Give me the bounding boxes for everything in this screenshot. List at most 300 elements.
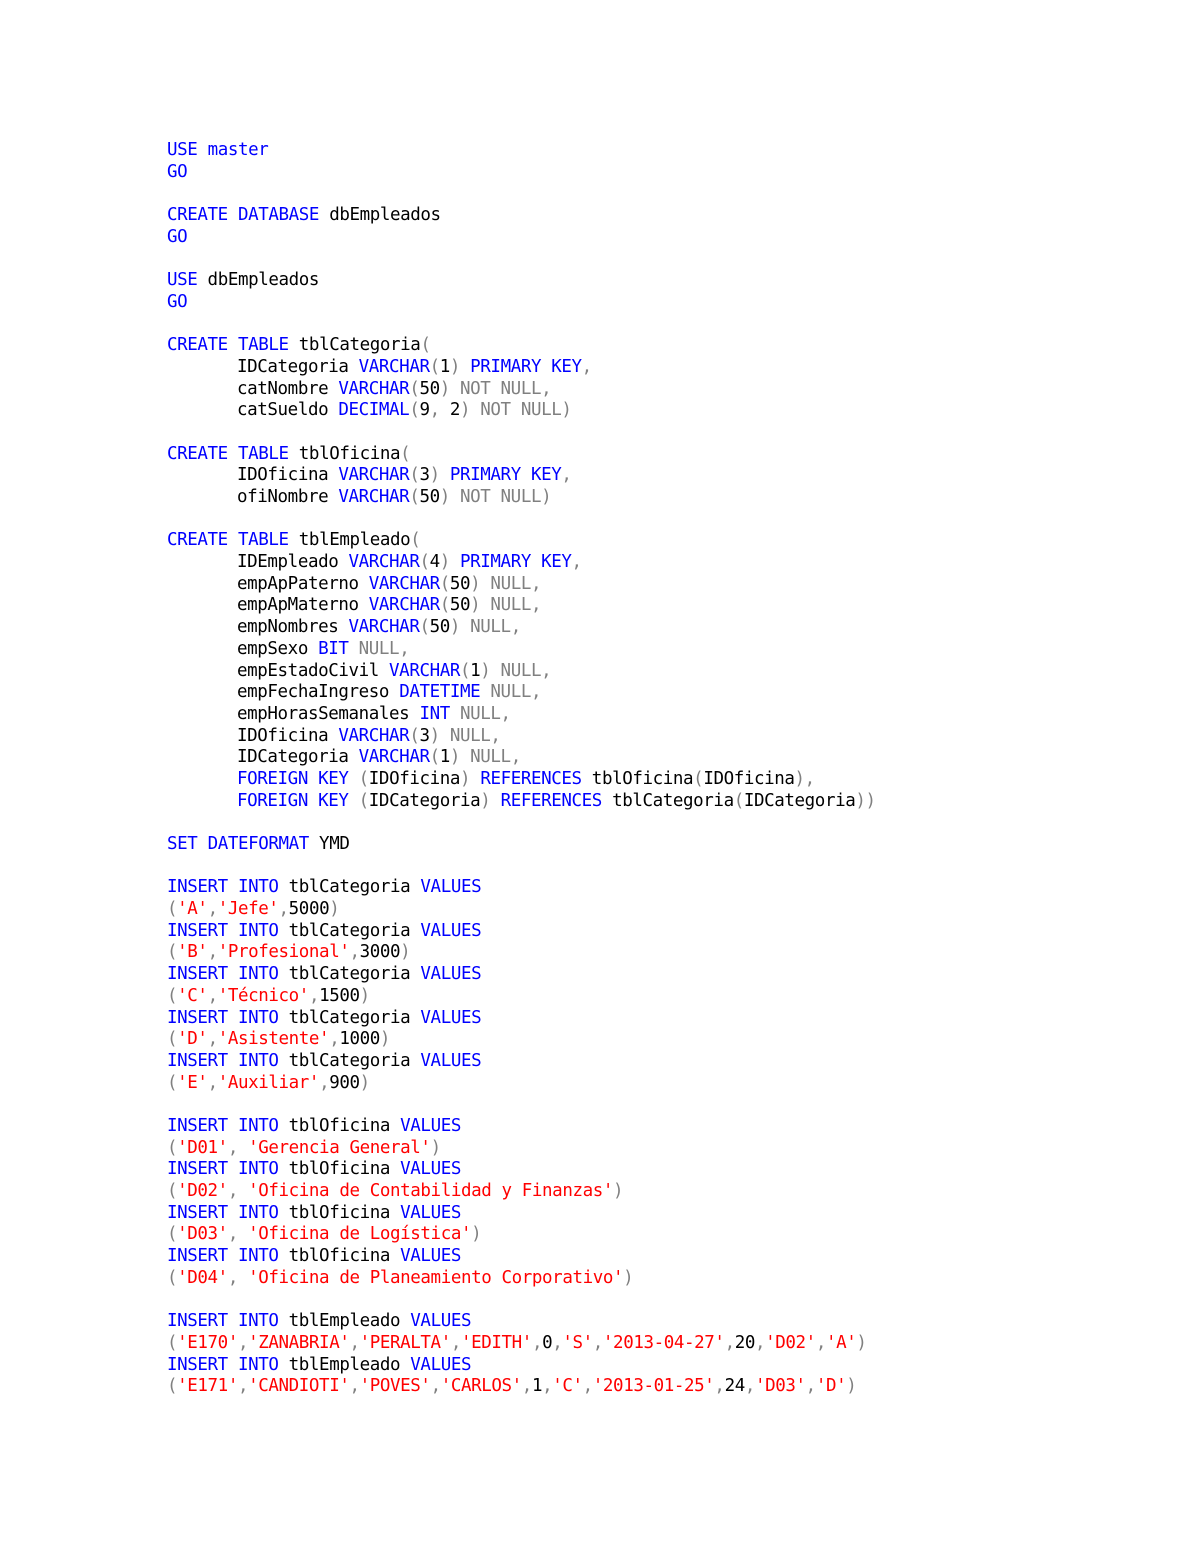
sql-operator: ( [167,1224,178,1245]
sql-operator: ( [409,725,420,746]
sql-keyword: VALUES [410,1354,472,1375]
sql-identifier: 50 [449,595,471,616]
code-line [167,205,1167,227]
sql-keyword: INTO [237,1007,279,1028]
sql-identifier [228,1051,238,1071]
sql-string: 'Auxiliar' [217,1072,320,1093]
sql-operator: ( [693,768,704,789]
sql-operator: , [592,1332,603,1353]
sql-keyword: VARCHAR [368,595,440,616]
sql-keyword: USE [167,140,198,160]
sql-identifier [541,357,551,377]
sql-operator: ) [846,1376,857,1397]
sql-operator: ( [410,530,421,551]
sql-identifier [228,1159,238,1179]
sql-identifier [238,1224,248,1244]
sql-keyword: INTO [237,877,279,898]
sql-identifier [460,357,470,377]
blank-line [167,856,1167,878]
sql-operator: , [278,899,289,920]
code-line [167,942,1167,964]
sql-keyword: INSERT [167,1159,228,1180]
sql-string: 'POVES' [359,1376,431,1397]
blank-line [167,183,1167,205]
sql-keyword: VALUES [420,964,482,985]
sql-identifier [470,769,480,789]
sql-operator: , [349,1376,360,1397]
sql-identifier [228,1311,238,1331]
sql-operator: ) [400,942,411,963]
sql-keyword: INTO [237,920,279,941]
sql-identifier: tblCategoria [288,335,421,356]
sql-operator: ( [429,356,440,377]
sql-keyword: GO [167,291,188,312]
sql-identifier: 1500 [319,985,360,1006]
code-line [167,1008,1167,1030]
sql-identifier: 0 [542,1332,553,1353]
sql-keyword: VARCHAR [338,725,410,746]
sql-identifier [228,921,238,941]
sql-operator: , [227,1181,238,1201]
sql-operator: ( [167,942,178,963]
sql-identifier [521,465,531,485]
code-line [167,574,1167,596]
sql-keyword: DATABASE [237,205,320,226]
sql-operator: , [207,985,218,1006]
code-line [167,379,1167,401]
sql-identifier: 50 [449,573,471,594]
sql-keyword: REFERENCES [480,768,582,789]
sql-keyword: PRIMARY [449,465,521,486]
sql-identifier: IDOficina [703,768,795,789]
sql-identifier [228,1203,238,1223]
sql-string: 'Técnico' [217,985,309,1006]
code-line [167,530,1167,552]
sql-operator: , [349,1332,360,1353]
sql-identifier: 3 [419,725,430,746]
code-line [167,227,1167,249]
sql-operator: ) NOT NULL, [439,378,552,399]
sql-identifier: 24 [724,1376,745,1397]
sql-operator: ( [400,443,411,464]
code-line [167,747,1167,769]
code-line [167,335,1167,357]
sql-string: 'CARLOS' [440,1376,522,1397]
code-line [167,1376,1167,1398]
sql-keyword: VARCHAR [338,487,410,507]
sql-identifier: IDOficina [237,465,339,486]
sql-keyword: TABLE [237,530,289,551]
sql-identifier [228,877,238,897]
sql-operator: , [521,1376,532,1397]
sql-identifier: catSueldo [237,400,339,421]
code-line [167,1355,1167,1377]
sql-identifier: empFechaIngreso [237,682,400,703]
sql-operator: ( [733,790,744,811]
sql-string: 'CANDIOTI' [248,1376,350,1397]
sql-keyword: INTO [237,1311,279,1332]
sql-identifier: empSexo [237,638,319,659]
sql-identifier [349,791,359,811]
sql-operator: ( [420,335,431,356]
sql-keyword: VARCHAR [368,573,440,594]
sql-operator: ( [167,1332,178,1353]
sql-string: 'Oficina de Contabilidad y Finanzas' [248,1181,614,1201]
sql-operator: , [349,942,360,963]
sql-keyword: VARCHAR [358,747,430,768]
blank-line [167,509,1167,531]
sql-identifier: empNombres [237,617,349,638]
sql-operator: ) [613,1181,624,1201]
sql-operator: ( [439,595,450,616]
code-line [167,834,1167,856]
code-line [167,704,1167,726]
sql-operator: , [227,1224,238,1245]
sql-operator: ( [409,487,420,507]
sql-operator: ( [409,465,420,486]
sql-operator: , [531,1332,543,1353]
sql-identifier [228,1246,238,1266]
sql-operator: ) NULL, [480,660,552,681]
code-line [167,1311,1167,1333]
sql-string: '2013-04-27' [602,1332,725,1353]
sql-identifier [228,444,238,464]
sql-identifier: 3 [419,465,430,486]
code-line [167,1268,1167,1290]
sql-operator: ) [430,1137,441,1158]
sql-keyword: INTO [237,1354,279,1375]
sql-string: 'D' [815,1376,847,1397]
sql-identifier [238,1181,248,1201]
sql-operator: , [754,1332,766,1353]
sql-identifier: 20 [734,1332,755,1353]
sql-keyword: INSERT [167,1202,228,1223]
code-line [167,357,1167,379]
sql-operator: ) [480,790,491,811]
sql-operator: , [805,1376,816,1397]
sql-string: 'EDITH' [460,1332,532,1353]
sql-identifier: IDCategoria [237,747,359,768]
sql-operator: ) [359,1072,370,1093]
sql-operator: ( [460,660,471,681]
sql-keyword: DECIMAL [338,400,410,421]
sql-keyword: VARCHAR [338,465,410,486]
sql-identifier [349,769,359,789]
sql-keyword: VALUES [400,1246,461,1267]
sql-string: 'PERALTA' [359,1332,451,1353]
sql-operator: , [207,1029,218,1050]
sql-operator: ( [167,1029,178,1050]
sql-keyword: KEY [541,552,572,573]
sql-operator: ) [460,768,471,789]
sql-string: 'C' [552,1376,583,1397]
sql-identifier: tblCategoria [278,920,421,941]
sql-operator: ( [167,1376,178,1397]
sql-operator: NULL, [348,638,410,659]
sql-identifier: IDEmpleado [237,552,349,573]
code-line [167,877,1167,899]
sql-keyword: INTO [237,1159,279,1180]
sql-identifier: empEstadoCivil [237,660,390,681]
sql-keyword: INSERT [167,1115,228,1136]
sql-string: 'A' [177,899,208,920]
sql-identifier: 50 [419,378,440,399]
blank-line [167,812,1167,834]
sql-keyword: BIT [318,638,349,659]
sql-operator: , [450,1332,461,1353]
sql-operator: ) NULL, [429,725,501,746]
sql-operator: ) NULL, [470,573,542,594]
code-line [167,270,1167,292]
sql-keyword: VARCHAR [348,552,420,573]
sql-operator: ) [359,985,370,1006]
sql-operator: , [308,985,320,1006]
sql-string: 'Oficina de Logística' [248,1224,472,1245]
sql-keyword: master [207,140,269,160]
sql-identifier: ofiNombre [237,487,339,507]
sql-operator: ) [856,1332,867,1353]
sql-identifier: 5000 [288,899,330,920]
sql-operator: , [319,1072,330,1093]
sql-operator: , [429,400,440,421]
sql-identifier: IDCategoria [237,356,359,377]
sql-string: 'D02' [765,1332,816,1353]
sql-identifier: 50 [419,487,440,507]
sql-operator: ) [471,1224,482,1245]
code-line [167,1138,1167,1160]
sql-operator: ) [449,356,461,377]
sql-string: 'E170' [177,1332,238,1353]
sql-operator: ( [419,617,430,638]
sql-keyword: INTO [237,1246,279,1267]
code-line [167,1203,1167,1225]
sql-operator: ( [167,1072,178,1093]
sql-string: 'D02' [177,1181,228,1201]
sql-operator: , [430,1376,441,1397]
code-line [167,639,1167,661]
sql-operator: , [227,1137,238,1158]
sql-identifier [228,530,238,550]
sql-keyword: INSERT [167,920,228,941]
sql-identifier [308,791,318,811]
sql-identifier: 9 [419,400,430,421]
sql-operator: )) [855,790,876,811]
code-line [167,1159,1167,1181]
sql-operator: NULL, [480,682,542,703]
sql-keyword: INSERT [167,1354,228,1375]
sql-operator: , [561,465,572,486]
sql-identifier: 2 [439,400,461,421]
sql-operator: ( [358,768,369,789]
sql-identifier [228,1355,238,1375]
sql-operator: ( [167,1267,178,1288]
sql-identifier: empApPaterno [237,573,369,594]
code-line [167,791,1167,813]
sql-operator: ) [329,899,340,920]
sql-keyword: INSERT [167,1007,228,1028]
code-line [167,400,1167,422]
sql-keyword: FOREIGN [237,768,308,789]
sql-string: 'ZANABRIA' [248,1332,350,1353]
sql-operator: , [542,1376,553,1397]
sql-operator: , [714,1376,725,1397]
sql-operator: ) [623,1267,634,1288]
sql-keyword: VALUES [400,1115,461,1136]
sql-identifier [228,1008,238,1028]
code-line [167,921,1167,943]
sql-operator: , [581,356,592,377]
blank-line [167,1289,1167,1311]
sql-keyword: INSERT [167,877,228,898]
sql-string: 'Asistente' [217,1029,330,1050]
code-line [167,162,1167,184]
sql-identifier [228,335,238,355]
sql-identifier [490,791,500,811]
sql-keyword: REFERENCES [500,790,602,811]
sql-identifier: dbEmpleados [197,270,320,291]
sql-operator: , [815,1332,826,1353]
sql-keyword: INT [419,703,450,724]
sql-operator: ) NOT NULL) [439,487,552,507]
sql-string: 'Oficina de Planeamiento Corporativo' [248,1267,624,1288]
sql-keyword: KEY [318,790,349,811]
sql-identifier: empHorasSemanales [237,703,420,724]
sql-operator: , [744,1376,755,1397]
code-line [167,465,1167,487]
code-line [167,140,1167,162]
sql-identifier [450,552,460,572]
sql-operator: ( [439,573,450,594]
sql-operator: ) [429,465,440,486]
sql-keyword: GO [167,226,188,247]
code-line [167,1073,1167,1095]
sql-keyword: VALUES [420,1007,482,1028]
sql-string: 'E171' [177,1376,238,1397]
sql-identifier: 4 [429,552,440,573]
sql-identifier [197,834,207,854]
sql-keyword: INSERT [167,1246,228,1267]
sql-operator: ( [358,790,369,811]
sql-identifier [531,552,541,572]
sql-string: 'S' [562,1332,593,1353]
code-line [167,617,1167,639]
code-line [167,1181,1167,1203]
sql-keyword: VALUES [400,1159,461,1180]
sql-operator: ) NULL, [449,617,521,638]
sql-operator: , [571,552,582,573]
sql-identifier: tblEmpleado [288,530,411,551]
sql-operator: , [237,1376,249,1397]
code-line [167,682,1167,704]
sql-identifier: IDCategoria [743,790,856,811]
sql-identifier: tblEmpleado [278,1354,411,1375]
sql-identifier: tblCategoria [278,1007,421,1028]
sql-identifier: tblOficina [278,1202,401,1223]
sql-keyword: VARCHAR [358,356,430,377]
sql-operator: ) NOT NULL) [460,400,572,421]
sql-identifier: 3000 [359,942,401,963]
sql-keyword: TABLE [237,443,289,464]
code-line [167,964,1167,986]
sql-keyword: VALUES [420,1050,482,1071]
sql-identifier: empApMaterno [237,595,369,616]
code-line [167,292,1167,314]
sql-keyword: INTO [237,1115,279,1136]
sql-identifier [228,205,238,225]
sql-operator: ( [429,747,440,768]
sql-operator: , [552,1332,563,1353]
sql-keyword: GO [167,161,188,182]
sql-identifier: tblCategoria [278,877,421,898]
blank-line [167,1094,1167,1116]
sql-string: 'Gerencia General' [248,1137,431,1158]
sql-keyword: CREATE [167,530,228,551]
code-line [167,1116,1167,1138]
sql-identifier: tblOficina [278,1159,401,1180]
sql-keyword: DATEFORMAT [207,834,309,854]
sql-keyword: INTO [237,1050,279,1071]
sql-keyword: INSERT [167,1311,228,1332]
sql-operator: ( [409,378,420,399]
sql-operator: , [207,1072,218,1093]
sql-identifier: tblOficina [288,443,401,464]
sql-identifier [228,1116,238,1136]
sql-identifier: tblCategoria [601,790,734,811]
code-line [167,1224,1167,1246]
sql-string: 'B' [177,942,208,963]
sql-keyword: CREATE [167,205,228,226]
sql-identifier: 1 [439,747,450,768]
sql-keyword: VALUES [400,1202,461,1223]
sql-keyword: VALUES [410,1311,472,1332]
sql-identifier: tblEmpleado [278,1311,411,1332]
sql-keyword: INTO [237,1202,279,1223]
sql-identifier: 1 [439,356,450,377]
sql-string: 'C' [177,985,208,1006]
sql-operator: ( [419,552,430,573]
sql-operator: , [582,1376,593,1397]
sql-identifier [440,465,450,485]
sql-string: 'Profesional' [217,942,350,963]
sql-keyword: VARCHAR [338,378,410,399]
sql-identifier: 900 [329,1072,360,1093]
sql-identifier: dbEmpleados [319,205,441,226]
sql-code-block [167,140,1167,1398]
sql-identifier [197,140,207,160]
sql-keyword: KEY [530,465,562,486]
sql-string: '2013-01-25' [592,1376,715,1397]
sql-operator: , [207,899,218,920]
sql-identifier: 1000 [339,1029,380,1050]
code-line [167,769,1167,791]
sql-operator: , [227,1267,238,1288]
code-line [167,1029,1167,1051]
sql-identifier: catNombre [237,378,339,399]
blank-line [167,314,1167,336]
sql-identifier: tblOficina [581,768,694,789]
sql-string: 'Jefe' [217,899,279,920]
sql-keyword: VARCHAR [389,660,460,681]
sql-identifier: YMD [308,834,350,854]
sql-string: 'D01' [177,1137,228,1158]
sql-operator: ( [167,1181,178,1201]
code-line [167,986,1167,1008]
sql-keyword: KEY [551,356,582,377]
sql-operator: NULL, [449,703,511,724]
sql-keyword: PRIMARY [460,552,531,573]
blank-line [167,248,1167,270]
code-line [167,552,1167,574]
